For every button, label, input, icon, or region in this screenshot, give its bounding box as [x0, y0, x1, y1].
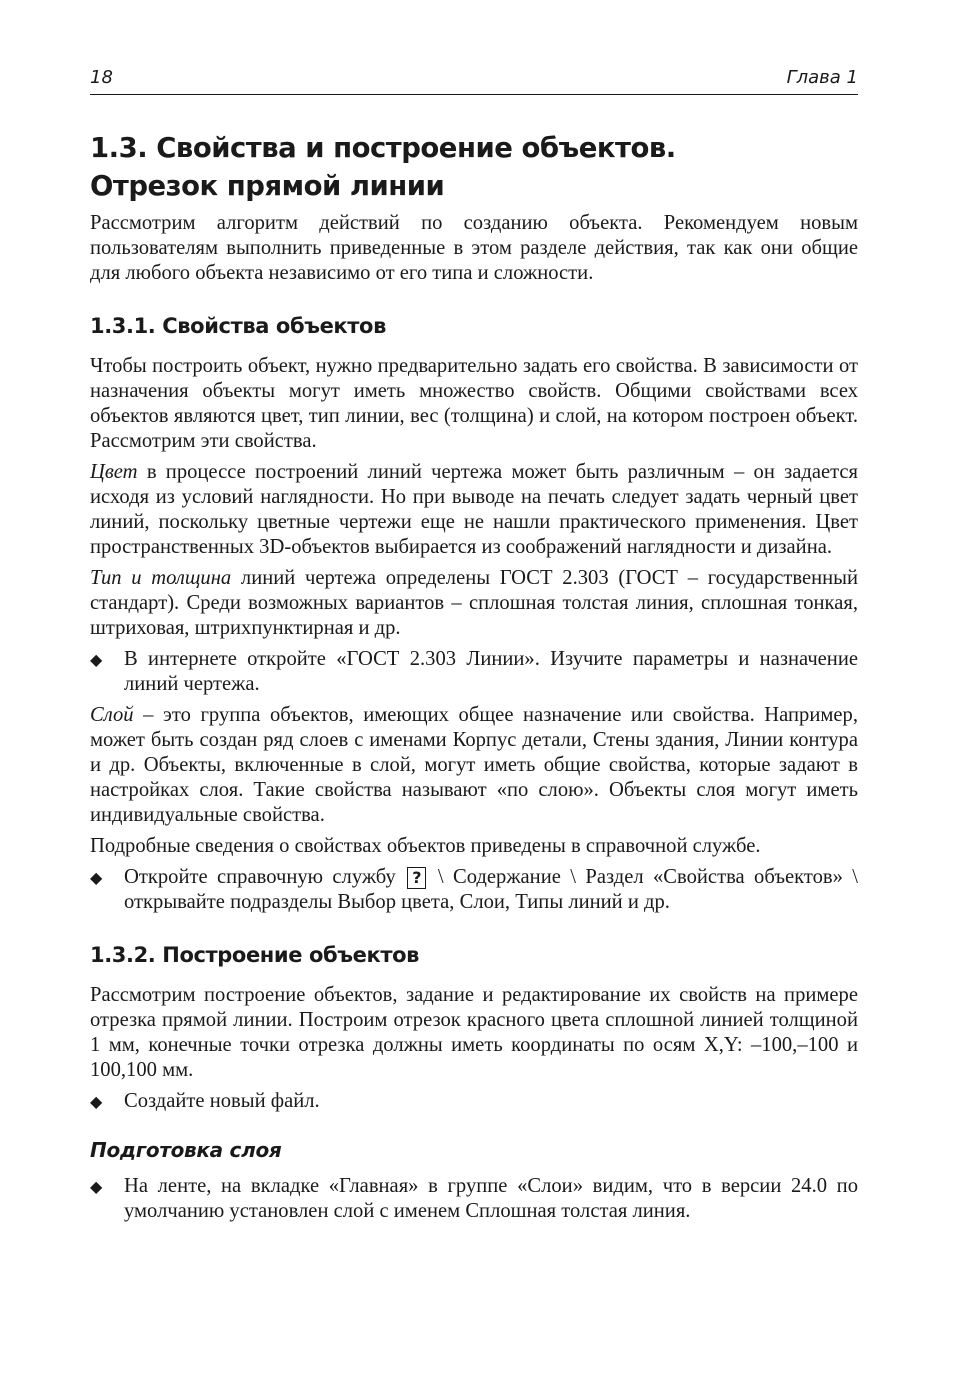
term-layer: Слой	[90, 704, 134, 726]
linetype-paragraph	[90, 566, 858, 641]
list-item-text: На ленте, на вкладке «Главная» в группе «Слои» видим, что в версии 24.0 по умолчанию установлен слой с именем Сплошная толстая линия.	[124, 1175, 858, 1222]
book-page	[90, 66, 858, 1230]
layer-text: – это группа объектов, имеющих общее назначение или свойства. Например, может быть создан ряд слоев с именами Корпус детали, Стены здания, Линии контура и др. Объекты, включенные в слой, могут иметь общие свойства, которые задают в настройках слоя. Такие свойства называют «по слою». Объекты слоя могут иметь индивидуальные свойства.	[90, 704, 858, 826]
layer-paragraph	[90, 703, 858, 828]
list-item	[90, 647, 858, 697]
section-title-line1: 1.3. Свойства и построение объектов.	[90, 132, 676, 164]
intro-paragraph: Рассмотрим алгоритм действий по созданию объекта. Рекомендуем новым пользователям выполнить приведенные в этом разделе действия, так как они общие для любого объекта независимо от его типа и сложности.	[90, 212, 858, 284]
section-title	[90, 129, 858, 205]
list-item	[90, 1089, 858, 1114]
list-item	[90, 1174, 858, 1224]
properties-paragraph: Чтобы построить объект, нужно предварительно задать его свойства. В зависимости от назначения объекты могут иметь множество свойств. Общими свойствами всех объектов являются цвет, тип линии, вес (толщина) и слой, на котором построен объект. Рассмотрим эти свойства.	[90, 355, 858, 452]
chapter-label: Глава 1	[786, 67, 858, 88]
color-paragraph	[90, 460, 858, 560]
bullet-diamond-icon: ◆	[90, 650, 103, 669]
bullet-diamond-icon: ◆	[90, 1092, 103, 1111]
list-item-text: В интернете откройте «ГОСТ 2.303 Линии». Изучите параметры и назначение линий чертежа.	[124, 648, 858, 695]
subsection-title-construction: 1.3.2. Построение объектов	[90, 943, 420, 967]
page-number: 18	[90, 67, 113, 88]
list-item-text-after: \ Содержание \ Раздел «Свойства объектов» \ открывайте подразделы Выбор цвета, Слои, Типы линий и др.	[124, 866, 858, 913]
help-paragraph: Подробные сведения о свойствах объектов приведены в справочной службе.	[90, 835, 761, 857]
list-item	[90, 865, 858, 915]
term-linetype: Тип и толщина	[90, 567, 232, 589]
layer-prep-title: Подготовка слоя	[90, 1138, 282, 1162]
bullet-diamond-icon: ◆	[90, 868, 103, 887]
term-color: Цвет	[90, 461, 138, 483]
list-item-text-before: Откройте справочную службу	[124, 866, 406, 888]
section-title-line2: Отрезок прямой линии	[90, 170, 445, 202]
running-header	[90, 66, 858, 95]
construction-paragraph: Рассмотрим построение объектов, задание и редактирование их свойств на примере отрезка прямой линии. Построим отрезок красного цвета сплошной линией толщиной 1 мм, конечные точки отрезка должны иметь координаты по осям X,Y: –100,–100 и 100,100 мм.	[90, 984, 858, 1081]
subsection-title-properties: 1.3.1. Свойства объектов	[90, 314, 386, 338]
list-item-text: Создайте новый файл.	[124, 1090, 320, 1112]
color-text: в процессе построений линий чертежа может быть различным – он задается исходя из условий наглядности. Но при выводе на печать следует задать черный цвет линий, поскольку цветные чертежи еще не нашли практического применения. Цвет пространственных 3D-объектов выбирается из соображений наглядности и дизайна.	[90, 461, 858, 558]
linetype-text: линий чертежа определены ГОСТ 2.303 (ГОСТ – государственный стандарт). Среди возможных вариантов – сплошная толстая линия, сплошная тонкая, штриховая, штрихпунктирная и др.	[90, 567, 859, 639]
bullet-diamond-icon: ◆	[90, 1177, 103, 1196]
help-question-icon: ?	[407, 867, 426, 889]
